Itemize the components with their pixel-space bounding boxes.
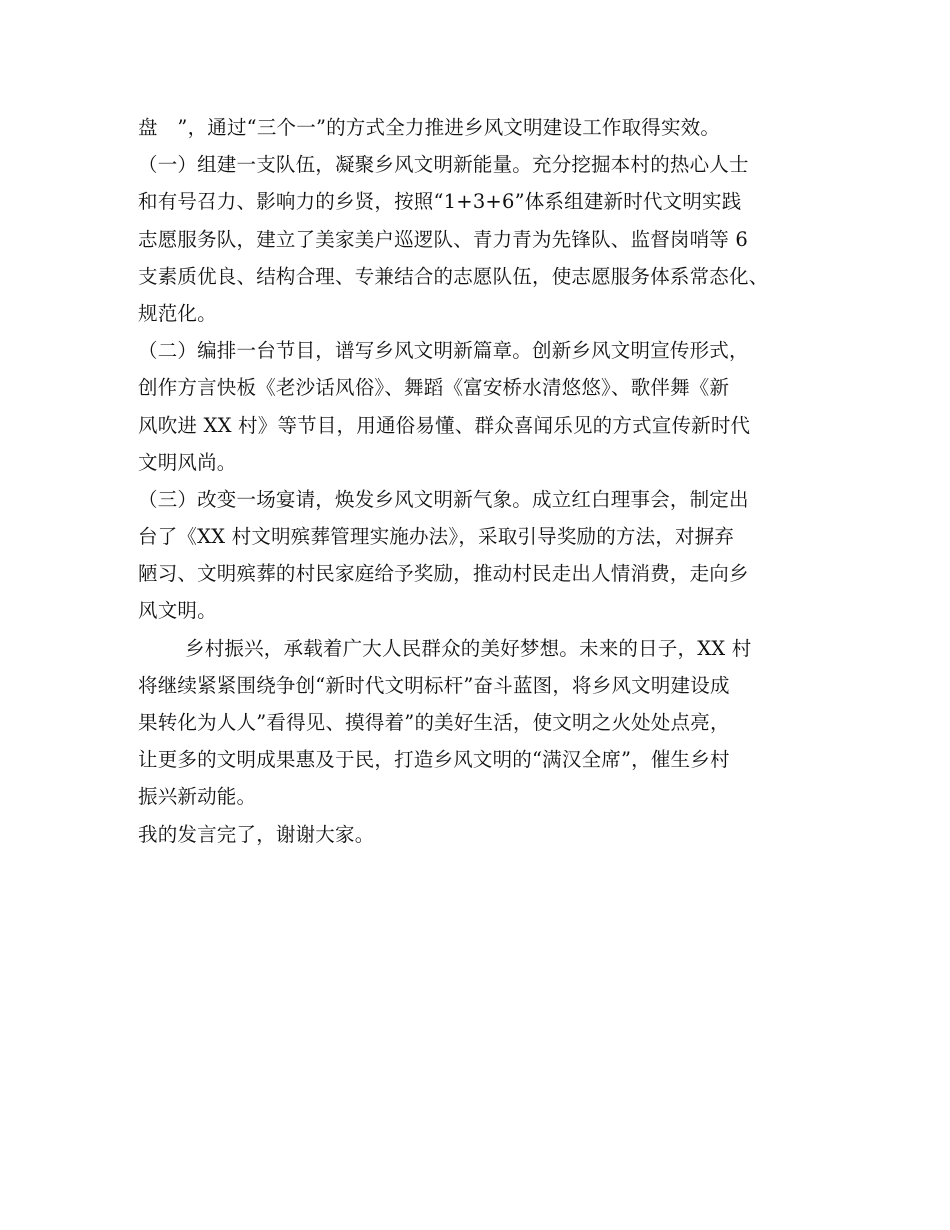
text-line: 果转化为人人”看得见、摸得着”的美好生活，使文明之火处处点亮， bbox=[138, 711, 730, 734]
text-line: 将继续紧紧围绕争创“新时代文明标杆”奋斗蓝图，将乡风文明建设成 bbox=[138, 673, 730, 697]
text-line: （一）组建一支队伍，凝聚乡风文明新能量。充分挖掘本村的热心人士 bbox=[138, 153, 749, 177]
text-line: 志愿服务队，建立了美家美户巡逻队、青力青为先锋队、监督岗哨等 6 bbox=[138, 227, 749, 251]
text-line: 振兴新动能。 bbox=[138, 785, 257, 809]
text-line: （三）改变一场宴请，焕发乡风文明新气象。成立红白理事会，制定出 bbox=[138, 487, 749, 511]
text-line: 文明风尚。 bbox=[138, 450, 237, 474]
text-line: 创作方言快板《老沙话风俗》、舞蹈《富安桥水清悠悠》、歌伴舞《新 bbox=[138, 376, 730, 400]
text-line: 乡村振兴，承载着广大人民群众的美好梦想。未来的日子，XX 村 bbox=[185, 636, 752, 660]
text-line: 规范化。 bbox=[138, 301, 217, 325]
text-line: （二）编排一台节目，谱写乡风文明新篇章。创新乡风文明宣传形式， bbox=[138, 339, 749, 363]
body-text bbox=[138, 109, 838, 853]
text-line: 风文明。 bbox=[138, 599, 217, 623]
text-line: 和有号召力、影响力的乡贤，按照“1+3+6”体系组建新时代文明实践 bbox=[138, 190, 742, 214]
text-line: 风吹进 XX 村》等节目，用通俗易懂、群众喜闻乐见的方式宣传新时代 bbox=[138, 413, 751, 437]
text-line: 支素质优良、结构合理、专兼结合的志愿队伍，使志愿服务体系常态化、 bbox=[138, 264, 769, 288]
text-line: 我的发言完了，谢谢大家。 bbox=[138, 822, 375, 846]
text-line: 让更多的文明成果惠及于民，打造乡风文明的“满汉全席”，催生乡村 bbox=[138, 748, 730, 772]
text-line: 台了《XX 村文明殡葬管理实施办法》，采取引导奖励的方法，对摒弃 bbox=[138, 525, 735, 549]
text-line: 盘 ”，通过“三个一”的方式全力推进乡风文明建设工作取得实效。 bbox=[138, 116, 721, 139]
text-line: 陋习、文明殡葬的村民家庭给予奖励，推动村民走出人情消费，走向乡 bbox=[138, 562, 749, 586]
